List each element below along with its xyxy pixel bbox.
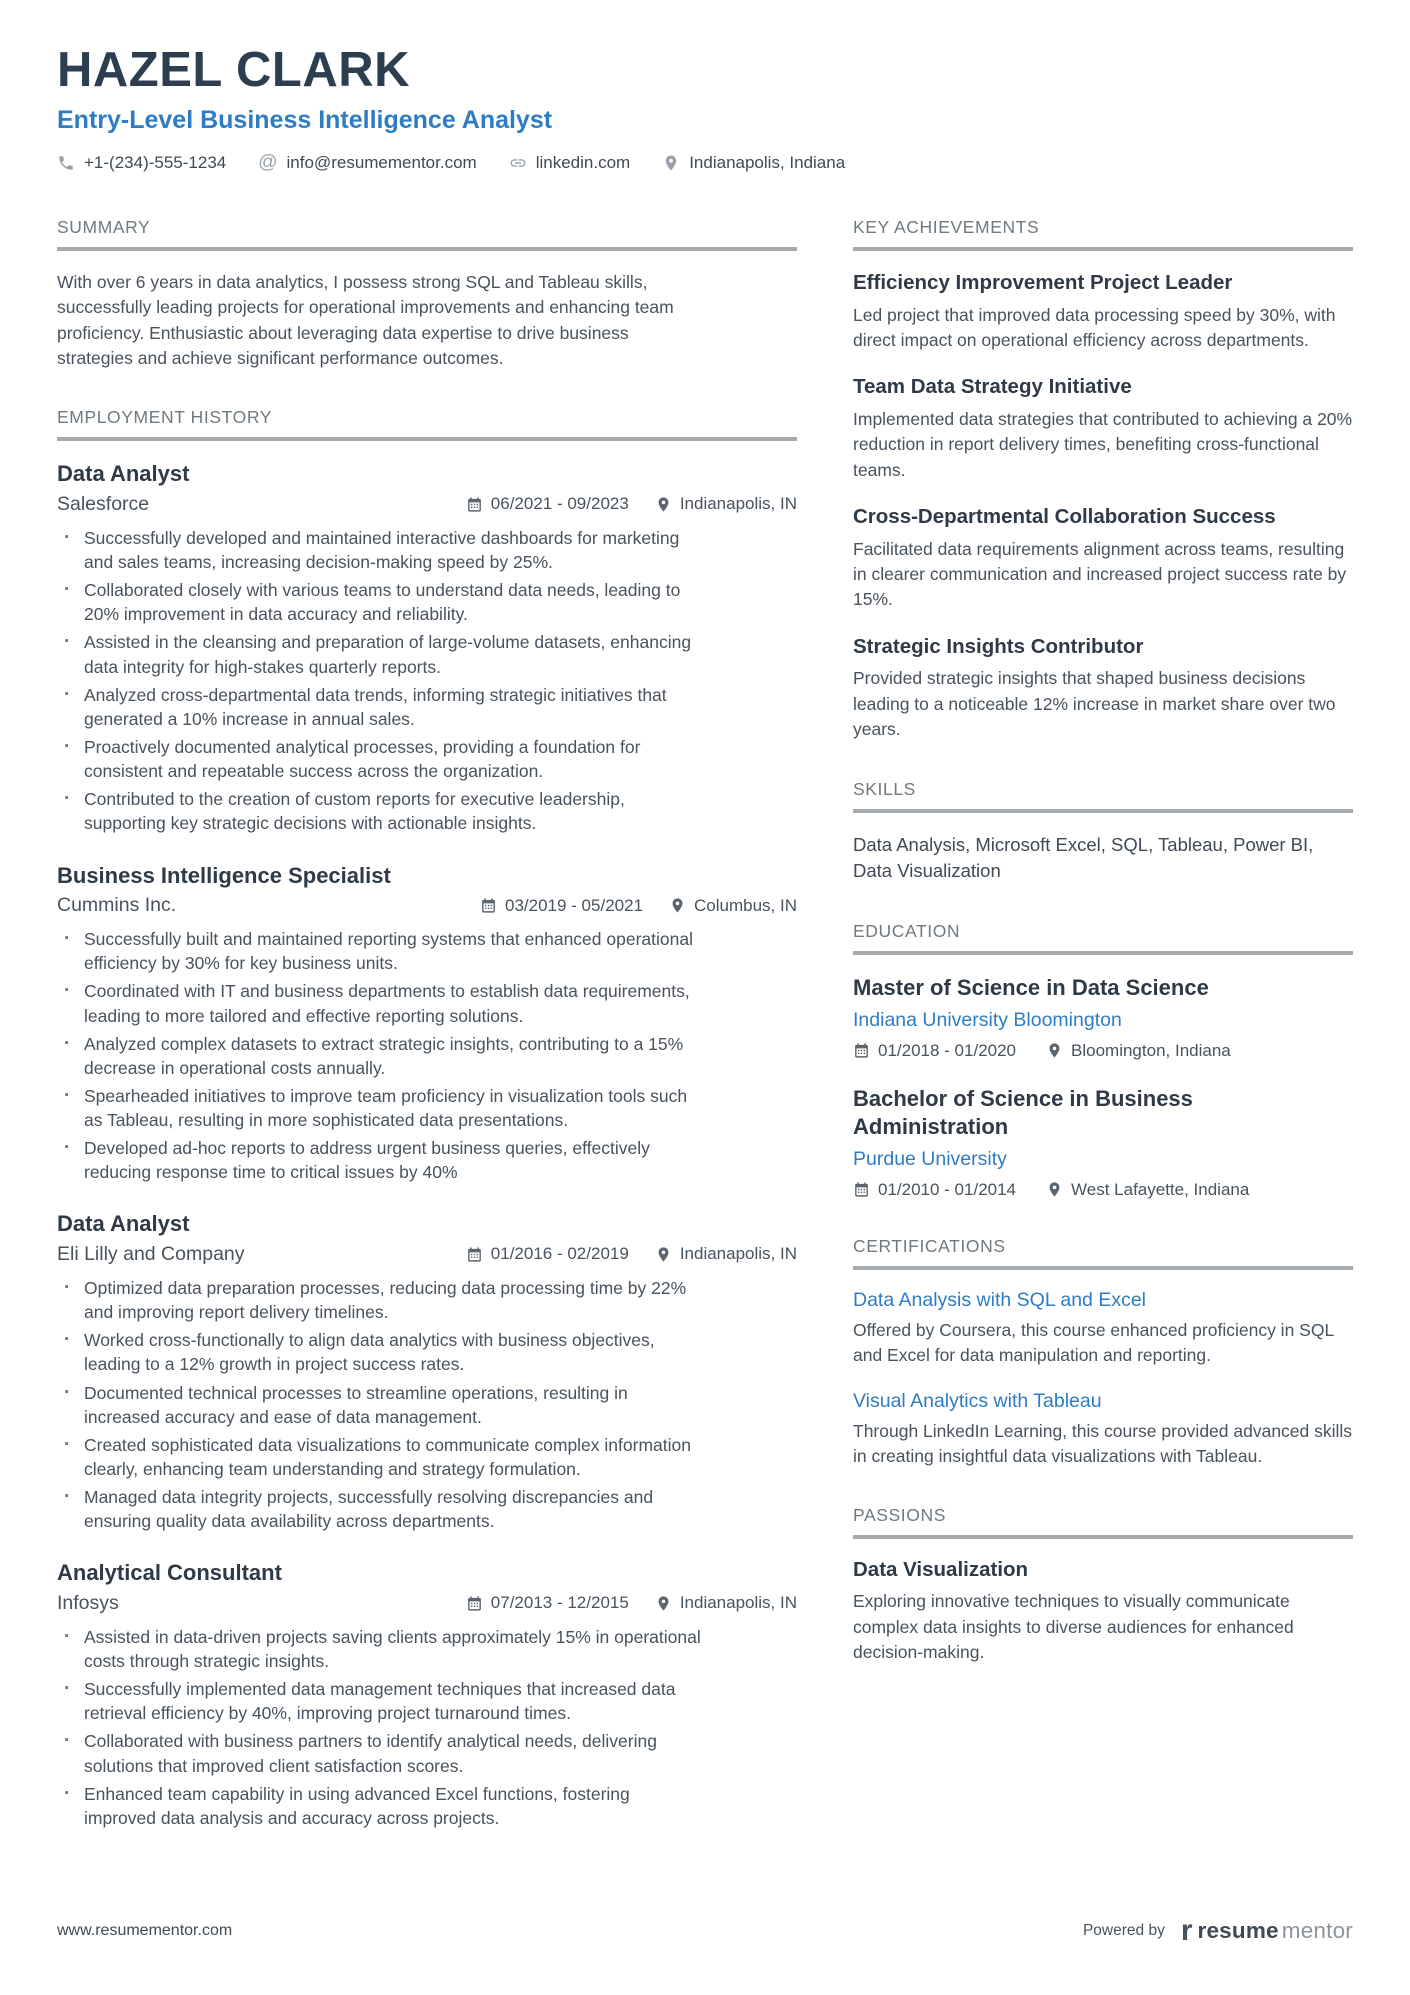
job-meta — [57, 1243, 797, 1266]
job-location — [655, 1244, 797, 1264]
contact-phone — [57, 153, 226, 173]
employment-section — [57, 407, 797, 1830]
job-title: Analytical Consultant — [57, 1560, 282, 1586]
education-dates — [853, 1180, 1016, 1200]
job-dates-text: 01/2016 - 02/2019 — [490, 1244, 629, 1264]
bullet-item: · Proactively documented analytical processes, providing a foundation for consistent and repeatable success across the organization. — [57, 735, 705, 783]
bullet-item: · Successfully developed and maintained interactive dashboards for marketing and sales teams, increasing decision-making speed by 25%. — [57, 526, 705, 574]
company-link[interactable]: Cummins Inc. — [57, 894, 177, 917]
skills-text: Data Analysis, Microsoft Excel, SQL, Tableau, Power BI, Data Visualization — [853, 833, 1314, 882]
summary-heading: SUMMARY — [57, 217, 797, 251]
job-dates — [466, 1593, 629, 1613]
education-location — [1046, 1041, 1231, 1061]
achievement-title: Efficiency Improvement Project Leader — [853, 270, 1233, 294]
job-meta-right — [466, 1244, 797, 1264]
education-meta — [853, 1180, 1353, 1200]
job-entry — [57, 460, 797, 835]
bullet-item: · Analyzed cross-departmental data trends, informing strategic initiatives that generated a 10% increase in annual sales. — [57, 683, 705, 731]
summary-text: With over 6 years in data analytics, I possess strong SQL and Tableau skills, successfully leading projects for operational improvements and enhancing team proficiency. Enthusiastic about leveraging data expertise to drive business strategies and achieve significant performance outcomes. — [57, 271, 674, 369]
contact-location — [662, 153, 845, 173]
contact-linkedin[interactable] — [509, 153, 631, 173]
contact-linkedin-text[interactable]: linkedin.com — [535, 152, 631, 172]
company-link[interactable]: Eli Lilly and Company — [57, 1242, 245, 1265]
calendar-icon — [480, 897, 497, 914]
job-meta-right — [480, 896, 797, 916]
school-link[interactable]: Purdue University — [853, 1147, 1007, 1170]
left-column — [57, 217, 797, 1866]
job-entry — [57, 1210, 797, 1533]
achievement-title: Strategic Insights Contributor — [853, 634, 1144, 658]
calendar-icon — [466, 1595, 483, 1612]
calendar-icon — [466, 1246, 483, 1263]
location-icon — [669, 897, 686, 914]
resume-header — [57, 44, 1353, 173]
education-heading: EDUCATION — [853, 921, 1353, 955]
passion-title: Data Visualization — [853, 1558, 1029, 1582]
passion-item — [853, 1558, 1353, 1665]
location-icon — [655, 1595, 672, 1612]
certification-text: Offered by Coursera, this course enhanced proficiency in SQL and Excel for data manipulation and reporting. — [853, 1319, 1334, 1366]
education-entry — [853, 1085, 1353, 1200]
calendar-icon — [466, 496, 483, 513]
company-link[interactable]: Infosys — [57, 1591, 119, 1614]
certification-item — [853, 1390, 1353, 1470]
certifications-heading: CERTIFICATIONS — [853, 1236, 1353, 1270]
certification-text: Through LinkedIn Learning, this course provided advanced skills in creating insightful data visualizations with Tableau. — [853, 1420, 1353, 1467]
resume-columns — [57, 217, 1353, 1866]
passions-heading: PASSIONS — [853, 1505, 1353, 1539]
bullet-item: · Spearheaded initiatives to improve team proficiency in visualization tools such as Tableau, resulting in more sophisticated data presentations. — [57, 1084, 705, 1132]
education-meta — [853, 1041, 1353, 1061]
logo-text-light: mentor — [1281, 1917, 1353, 1943]
job-dates — [466, 494, 629, 514]
skills-heading: SKILLS — [853, 779, 1353, 813]
job-dates-text: 07/2013 - 12/2015 — [490, 1593, 629, 1613]
job-meta — [57, 493, 797, 516]
bullet-item: · Enhanced team capability in using advanced Excel functions, fostering improved data analysis and accuracy across projects. — [57, 1782, 705, 1830]
bullet-item: · Successfully implemented data management techniques that increased data retrieval efficiency by 40%, improving project turnaround times. — [57, 1677, 705, 1725]
bullet-item: · Developed ad-hoc reports to address urgent business queries, effectively reducing response time to critical issues by 40% — [57, 1136, 705, 1184]
job-title: Business Intelligence Specialist — [57, 862, 391, 888]
skills-section — [853, 779, 1353, 886]
bullet-item: · Optimized data preparation processes, reducing data processing time by 22% and improving report delivery timelines. — [57, 1276, 705, 1324]
job-dates — [480, 896, 643, 916]
education-location-text: West Lafayette, Indiana — [1071, 1179, 1250, 1199]
job-bullets — [57, 927, 705, 1184]
job-location — [669, 896, 797, 916]
location-icon — [655, 1246, 672, 1263]
job-location — [655, 494, 797, 514]
education-dates-text: 01/2010 - 01/2014 — [878, 1179, 1017, 1199]
at-icon: @ — [258, 152, 278, 174]
contact-email[interactable] — [258, 153, 476, 173]
powered-by-label: Powered by — [1082, 1922, 1165, 1939]
job-location-text: Indianapolis, IN — [679, 1244, 797, 1264]
passions-section — [853, 1505, 1353, 1665]
summary-section — [57, 217, 797, 372]
achievement-item — [853, 504, 1353, 613]
job-location-text: Columbus, IN — [694, 895, 797, 915]
school-link[interactable]: Indiana University Bloomington — [853, 1008, 1122, 1031]
education-dates-text: 01/2018 - 01/2020 — [878, 1040, 1017, 1060]
job-dates — [466, 1244, 629, 1264]
contact-location-text: Indianapolis, Indiana — [689, 152, 846, 172]
achievement-text: Implemented data strategies that contributed to achieving a 20% reduction in report delivery times, benefiting cross-functional teams. — [853, 408, 1353, 480]
bullet-item: · Created sophisticated data visualizations to communicate complex information clearly, enhancing team understanding and strategy formulation. — [57, 1433, 705, 1481]
bullet-item: · Assisted in the cleansing and preparation of large-volume datasets, enhancing data integrity for high-stakes quarterly reports. — [57, 630, 705, 678]
job-meta-right — [466, 1593, 797, 1613]
job-title: Data Analyst — [57, 461, 190, 487]
phone-icon — [57, 154, 75, 172]
education-location-text: Bloomington, Indiana — [1071, 1040, 1231, 1060]
job-dates-text: 03/2019 - 05/2021 — [505, 895, 644, 915]
certification-link[interactable]: Visual Analytics with Tableau — [853, 1389, 1102, 1412]
bullet-item: · Coordinated with IT and business departments to establish data requirements, leading to more tailored and effective reporting solutions. — [57, 979, 705, 1027]
right-column — [853, 217, 1353, 1866]
education-location — [1046, 1180, 1249, 1200]
logo-text-bold: resume — [1197, 1917, 1279, 1943]
job-bullets — [57, 1276, 705, 1533]
certification-item — [853, 1289, 1353, 1369]
bullet-item: · Collaborated closely with various teams to understand data needs, leading to 20% improvement in data accuracy and reliability. — [57, 578, 705, 626]
candidate-title: Entry-Level Business Intelligence Analyst — [57, 105, 553, 134]
achievement-title: Team Data Strategy Initiative — [853, 375, 1132, 399]
resumementor-logo[interactable] — [1180, 1914, 1353, 1947]
bullet-item: · Assisted in data-driven projects saving clients approximately 15% in operational costs through strategic insights. — [57, 1625, 705, 1673]
employment-heading: EMPLOYMENT HISTORY — [57, 407, 797, 441]
link-icon — [509, 154, 527, 172]
bullet-item: · Documented technical processes to streamline operations, resulting in increased accuracy and ease of data management. — [57, 1381, 705, 1429]
degree-title: Master of Science in Data Science — [853, 975, 1209, 1001]
job-title: Data Analyst — [57, 1211, 190, 1237]
certification-link[interactable]: Data Analysis with SQL and Excel — [853, 1288, 1147, 1311]
contact-email-text[interactable]: info@resumementor.com — [286, 152, 477, 172]
location-icon — [1046, 1042, 1063, 1059]
achievement-item — [853, 374, 1353, 483]
location-icon — [655, 496, 672, 513]
achievements-heading: KEY ACHIEVEMENTS — [853, 217, 1353, 251]
footer-site-link[interactable]: www.resumementor.com — [57, 1922, 233, 1939]
bullet-item: · Contributed to the creation of custom reports for executive leadership, supporting key strategic decisions with actionable insights. — [57, 787, 705, 835]
contact-phone-text: +1-(234)-555-1234 — [84, 152, 227, 172]
location-icon — [662, 154, 680, 172]
contact-row — [57, 153, 1353, 173]
degree-title: Bachelor of Science in Business Administration — [853, 1085, 1193, 1140]
candidate-name: HAZEL CLARK — [57, 43, 411, 97]
job-meta — [57, 1592, 797, 1615]
location-icon — [1046, 1181, 1063, 1198]
bullet-item: · Analyzed complex datasets to extract strategic insights, contributing to a 15% decrease in operational costs annually. — [57, 1032, 705, 1080]
education-section — [853, 921, 1353, 1200]
certifications-section — [853, 1236, 1353, 1470]
bullet-item: · Successfully built and maintained reporting systems that enhanced operational efficiency by 30% for key business units. — [57, 927, 705, 975]
job-location-text: Indianapolis, IN — [679, 494, 797, 514]
logo-mark-icon: r — [1180, 1914, 1193, 1947]
achievement-title: Cross-Departmental Collaboration Success — [853, 505, 1276, 529]
achievement-text: Facilitated data requirements alignment across teams, resulting in clearer communication and increased project success rate by 15%. — [853, 538, 1347, 610]
job-bullets — [57, 526, 705, 836]
powered-by-group — [1082, 1914, 1353, 1947]
achievement-text: Led project that improved data processing speed by 30%, with direct impact on operational efficiency across departments. — [853, 304, 1336, 350]
passion-text: Exploring innovative techniques to visually communicate complex data insights to diverse audiences for enhanced decision-making. — [853, 1591, 1294, 1663]
achievement-text: Provided strategic insights that shaped business decisions leading to a noticeable 12% increase in market share over two years. — [853, 668, 1336, 740]
job-meta-right — [466, 494, 797, 514]
bullet-item: · Worked cross-functionally to align data analytics with business objectives, leading to a 12% growth in project success rates. — [57, 1328, 705, 1376]
bullet-item: · Managed data integrity projects, successfully resolving discrepancies and ensuring quality data availability across departments. — [57, 1485, 705, 1533]
job-entry — [57, 1559, 797, 1830]
education-entry — [853, 974, 1353, 1061]
calendar-icon — [853, 1042, 870, 1059]
job-meta — [57, 894, 797, 917]
achievement-item — [853, 270, 1353, 353]
job-entry — [57, 862, 797, 1185]
achievement-item — [853, 634, 1353, 743]
job-bullets — [57, 1625, 705, 1830]
company-link[interactable]: Salesforce — [57, 492, 150, 515]
job-location — [655, 1593, 797, 1613]
education-dates — [853, 1041, 1016, 1061]
achievements-section — [853, 217, 1353, 743]
calendar-icon — [853, 1181, 870, 1198]
bullet-item: · Collaborated with business partners to identify analytical needs, delivering solutions that improved client satisfaction scores. — [57, 1729, 705, 1777]
page-footer — [57, 1914, 1353, 1947]
job-location-text: Indianapolis, IN — [679, 1593, 797, 1613]
job-dates-text: 06/2021 - 09/2023 — [490, 494, 629, 514]
